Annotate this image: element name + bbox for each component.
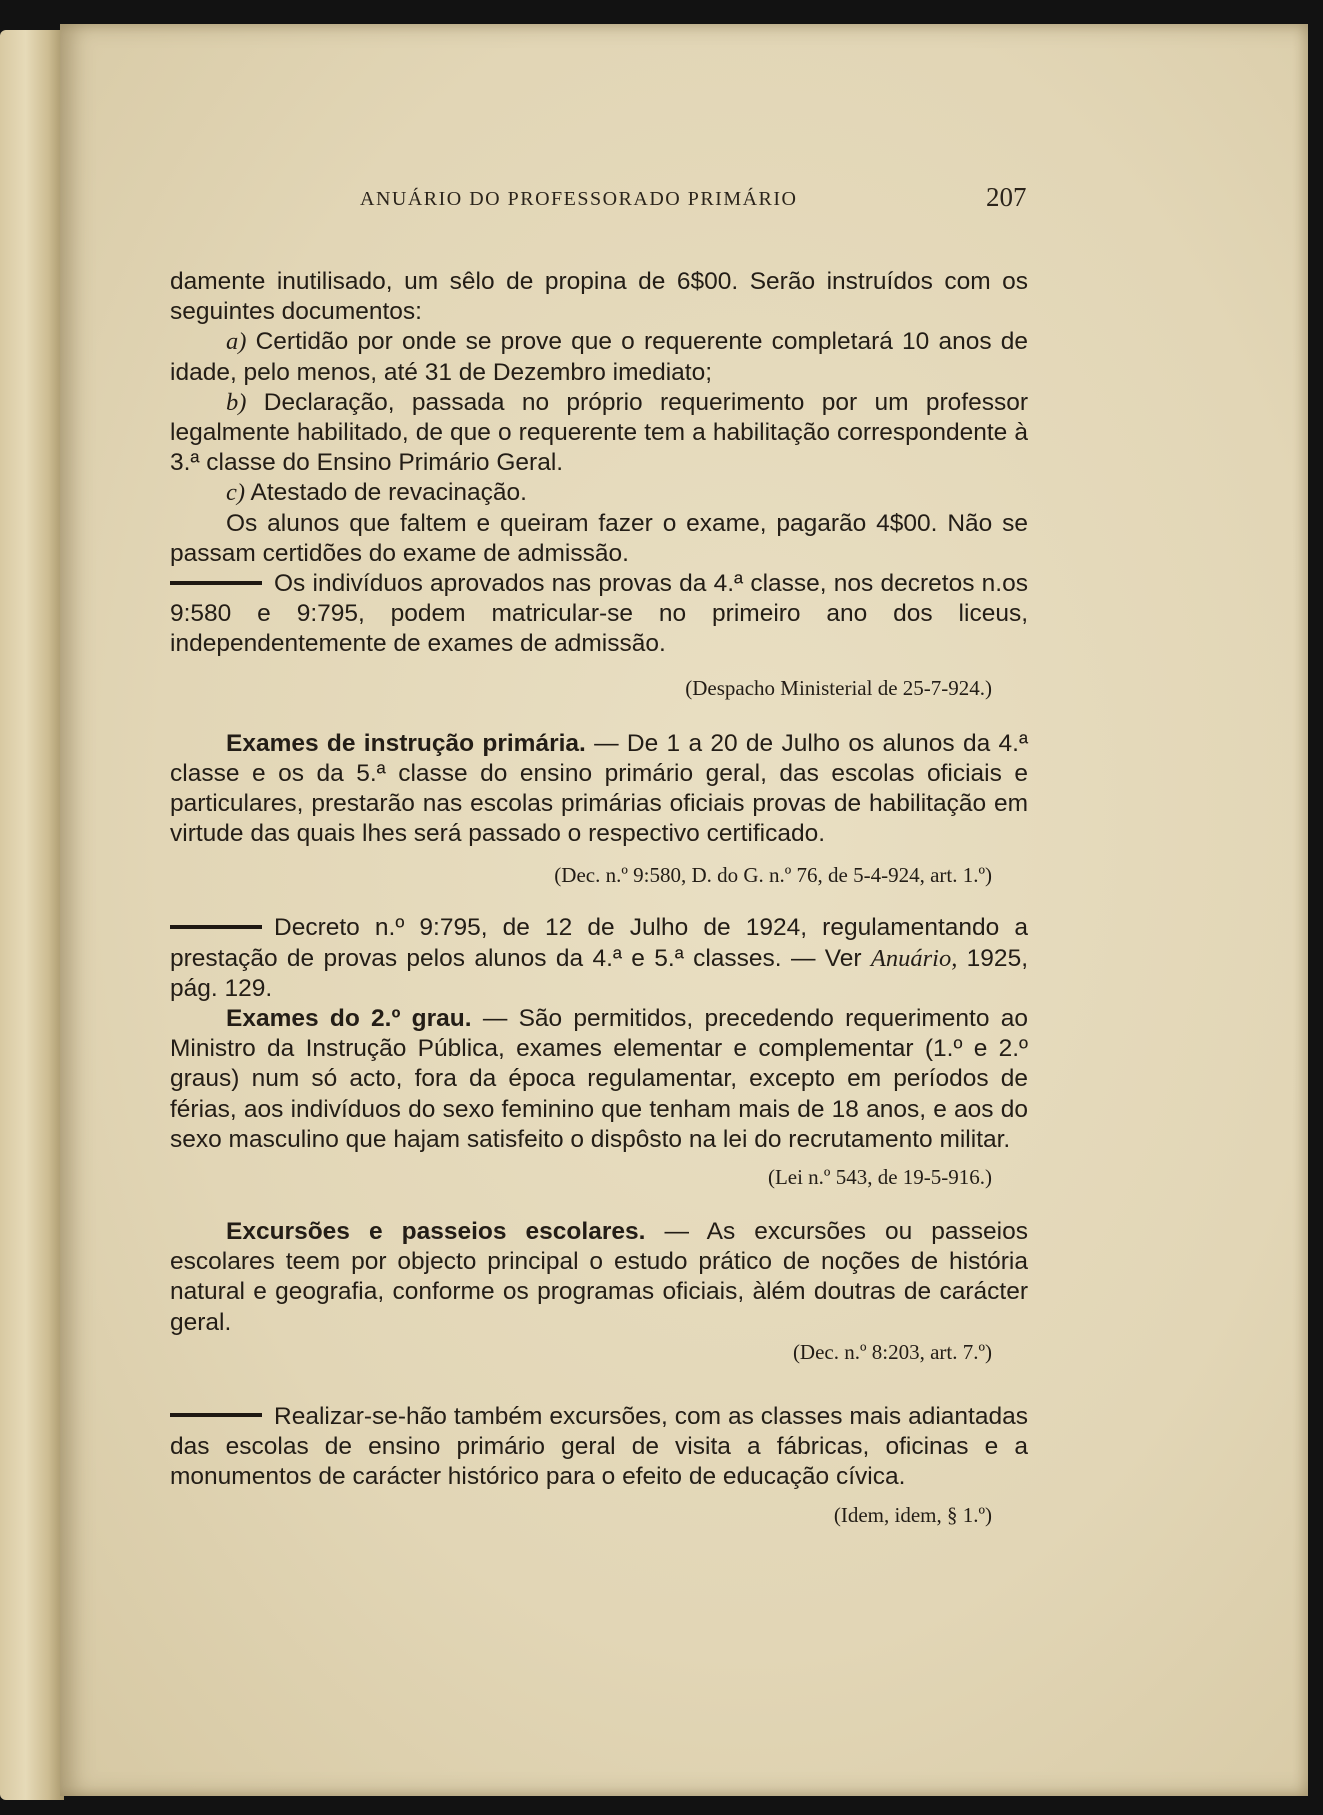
item-label-b: b) [226, 388, 247, 416]
paragraph-decreto-9795 [170, 913, 1028, 1004]
text-exames-2-grau: — São permitidos, precedendo requerimento ao Ministro da Instrução Pública, exames elementar e complementar (1.º e 2.º graus) num só acto, fora da época regulamentar, excepto em períodos de férias, aos indivíduos do sexo feminino que tenham mais de 18 anos, e aos do sexo masculino que hajam satisfeito o dispôsto na lei do recrutamento militar. [170, 1005, 1028, 1153]
paragraph-fee: Os alunos que faltem e queiram fazer o exame, pagarão 4$00. Não se passam certidões do exame de admissão. [170, 509, 1028, 567]
decreto-9795-text: Decreto n.º 9:795, de 12 de Julho de 1924, regulamentando a prestação de provas pelos alunos da 4.ª e 5.ª classes. — Ver [170, 914, 1028, 972]
em-rule [170, 581, 262, 585]
citation-lei-543: (Lei n.º 543, de 19-5-916.) [767, 1165, 992, 1190]
running-title: ANUÁRIO DO PROFESSORADO PRIMÁRIO [360, 188, 798, 210]
page-number: 207 [986, 182, 1027, 212]
decreto-9795-tail: 1925, pág. 129. [170, 944, 1028, 1002]
item-label-a: a) [226, 328, 247, 356]
item-text-c: Atestado de revacinação. [245, 479, 527, 507]
paragraph-dash-liceus [170, 569, 1028, 660]
citation-dec-9580: (Dec. n.º 9:580, D. do G. n.º 76, de 5-4-924, art. 1.º) [554, 863, 992, 888]
list-item-c [170, 478, 1028, 508]
book-page [60, 24, 1308, 1796]
paragraph-realizar [170, 1402, 1028, 1493]
realizar-text: Realizar-se-hão também excursões, com as classes mais adiantadas das escolas de ensino primário geral de visita a fábricas, oficinas e a monumentos de carácter histórico para o efeito de educação cívica. [170, 1402, 1028, 1491]
text-excursoes: — As excursões ou passeios escolares teem por objecto principal o estudo prático de noções de história natural e geografia, conforme os programas oficiais, àlém doutras de carácter geral. [170, 1218, 1029, 1336]
em-rule [170, 1413, 262, 1417]
paragraph-continuation: damente inutilisado, um sêlo de propina de 6$00. Serão instruídos com os seguintes documentos: [170, 268, 1028, 326]
list-item-a [170, 327, 1028, 387]
item-label-c: c) [226, 479, 246, 507]
paragraph-exames-instrucao [170, 729, 1028, 850]
item-text-a: Certidão por onde se prove que o requerente completará 10 anos de idade, pelo menos, até 31 de Dezembro imediato; [170, 328, 1028, 386]
paragraph-exames-2-grau [170, 1004, 1028, 1155]
page-body [170, 267, 1028, 1529]
heading-exames-instrucao: Exames de instrução primária. [226, 729, 586, 757]
list-item-b [170, 388, 1028, 479]
em-rule [170, 925, 262, 929]
citation-despacho: (Despacho Ministerial de 25-7-924.) [685, 675, 992, 700]
paragraph-excursoes [170, 1217, 1028, 1338]
page-header [60, 182, 1308, 218]
citation-idem: (Idem, idem, § 1.º) [833, 1502, 992, 1527]
anuario-reference: Anuário, [870, 944, 958, 972]
citation-dec-8203: (Dec. n.º 8:203, art. 7.º) [792, 1339, 992, 1364]
heading-exames-2-grau: Exames do 2.º grau. [226, 1005, 472, 1033]
dash-liceus-text: Os indivíduos aprovados nas provas da 4.ª classe, nos decretos n.os 9:580 e 9:795, podem matricular-se no primeiro ano dos liceus, independentemente de exames de admissão. [170, 570, 1028, 658]
item-text-b: Declaração, passada no próprio requerimento por um professor legalmente habilitado, de que o requerente tem a habilitação correspondente à 3.ª classe do Ensino Primário Geral. [170, 388, 1028, 477]
text-exames-instrucao: — De 1 a 20 de Julho os alunos da 4.ª classe e os da 5.ª classe do ensino primário geral, das escolas oficiais e particulares, prestarão nas escolas primárias oficiais provas de habilitação em virtude das quais lhes será passado o respectivo certificado. [170, 729, 1029, 848]
book-spine-edge [0, 30, 64, 1800]
heading-excursoes: Excursões e passeios escolares. [226, 1218, 646, 1246]
